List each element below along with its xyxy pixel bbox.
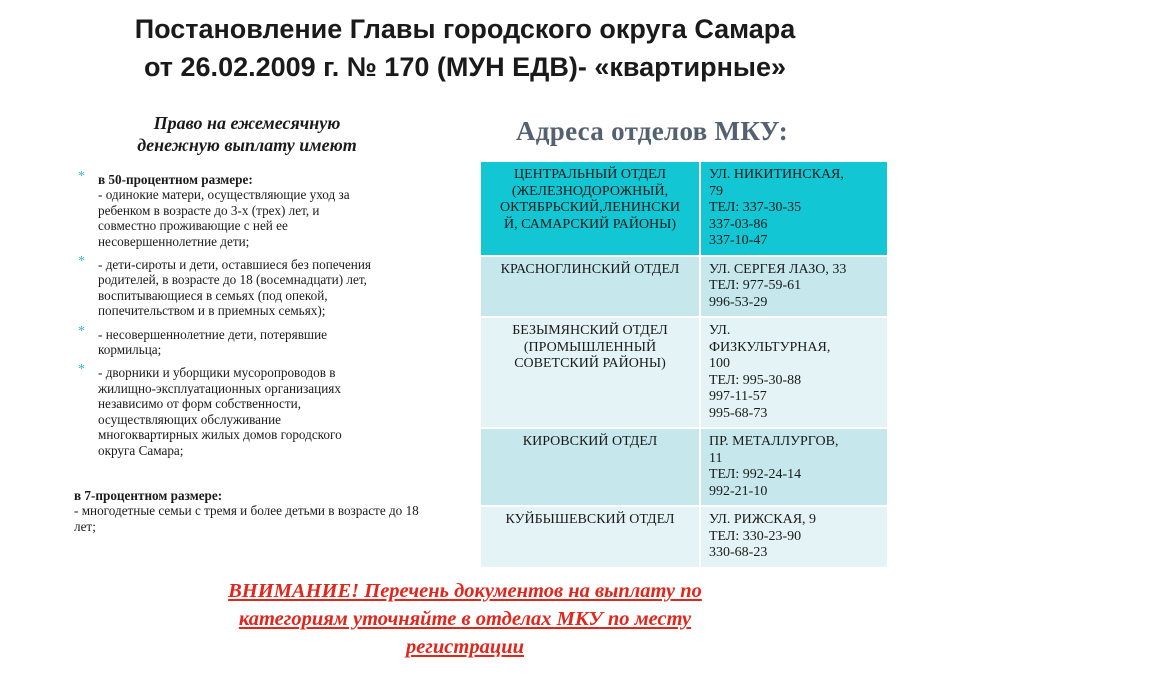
bullet-text: - дворники и уборщики мусоропроводов в жилищно-эксплуатационных организациях независимо от форм собственности, осуществляющих обслуживание многоквартирных жилых домов городского округа Самара; (98, 365, 342, 458)
bullet-bold-label: в 50-процентном размере: (98, 172, 253, 187)
asterisk-bullet-icon: * (78, 169, 85, 184)
asterisk-bullet-icon: * (78, 362, 85, 378)
title-line-2: от 26.02.2009 г. № 170 (МУН ЕДВ)- «квартирные» (143, 52, 786, 82)
department-cell: КУЙБЫШЕВСКИЙ ОТДЕЛ (480, 506, 700, 568)
table-row (480, 161, 888, 256)
list-item (74, 362, 444, 458)
table-row (480, 506, 888, 568)
table-row (480, 256, 888, 318)
department-cell: БЕЗЫМЯНСКИЙ ОТДЕЛ (ПРОМЫШЛЕННЫЙ СОВЕТСКИЙ РАЙОНЫ) (480, 317, 700, 428)
table-row (480, 428, 888, 506)
address-cell: УЛ. СЕРГЕЯ ЛАЗО, 33 ТЕЛ: 977-59-61 996-53-29 (700, 256, 888, 318)
attention-notice (150, 577, 780, 661)
address-cell: УЛ. ФИЗКУЛЬТУРНАЯ, 100 ТЕЛ: 995-30-88 997-11-57 995-68-73 (700, 317, 888, 428)
address-cell: ПР. МЕТАЛЛУРГОВ, 11 ТЕЛ: 992-24-14 992-21-10 (700, 428, 888, 506)
bullet-text: - дети-сироты и дети, оставшиеся без попечения родителей, в возрасте до 18 (восемнадцати) лет, воспитывающиеся в семьях (под опекой, попечительством и в приемных семьях); (98, 257, 371, 319)
title-line-1: Постановление Главы городского округа Самара (134, 14, 796, 44)
seven-percent-label: в 7-процентном размере: (74, 488, 223, 503)
attention-notice-line-3: регистрации (405, 636, 525, 658)
asterisk-bullet-icon: * (78, 323, 85, 339)
seven-percent-section (74, 488, 419, 534)
department-cell: КРАСНОГЛИНСКИЙ ОТДЕЛ (480, 256, 700, 318)
seven-percent-text: - многодетные семьи с тремя и более детьми в возрасте до 18 лет; (74, 503, 419, 534)
address-cell: УЛ. РИЖСКАЯ, 9 ТЕЛ: 330-23-90 330-68-23 (700, 506, 888, 568)
bullet-text: - несовершеннолетние дети, потерявшие кормильца; (98, 326, 327, 358)
attention-notice-line-2: категориям уточняйте в отделах МКУ по месту (238, 608, 692, 630)
list-item (74, 169, 444, 249)
list-item (74, 323, 444, 358)
department-cell: КИРОВСКИЙ ОТДЕЛ (480, 428, 700, 506)
rights-heading (92, 112, 402, 156)
attention-notice-line-1: ВНИМАНИЕ! Перечень документов на выплату по (228, 580, 702, 602)
addresses-title: Адреса отделов МКУ: (516, 116, 789, 146)
table-row (480, 317, 888, 428)
bullet-text: - одинокие матери, осуществляющие уход за ребенком в возрасте до 3-х (трех) лет, и совместно проживающие с ней ее несовершеннолетние дети; (98, 187, 350, 249)
rights-heading-line-2: денежную выплату имеют (137, 135, 357, 155)
rights-bullet-list (74, 169, 444, 466)
address-cell: УЛ. НИКИТИНСКАЯ, 79 ТЕЛ: 337-30-35 337-03-86 337-10-47 (700, 161, 888, 256)
rights-heading-line-1: Право на ежемесячную (153, 113, 341, 133)
addresses-table (479, 160, 889, 569)
page-title (60, 10, 870, 86)
department-cell: ЦЕНТРАЛЬНЫЙ ОТДЕЛ (ЖЕЛЕЗНОДОРОЖНЫЙ, ОКТЯБРЬСКИЙ,ЛЕНИНСКИ Й, САМАРСКИЙ РАЙОНЫ) (480, 161, 700, 256)
asterisk-bullet-icon: * (78, 254, 85, 270)
list-item (74, 254, 444, 319)
